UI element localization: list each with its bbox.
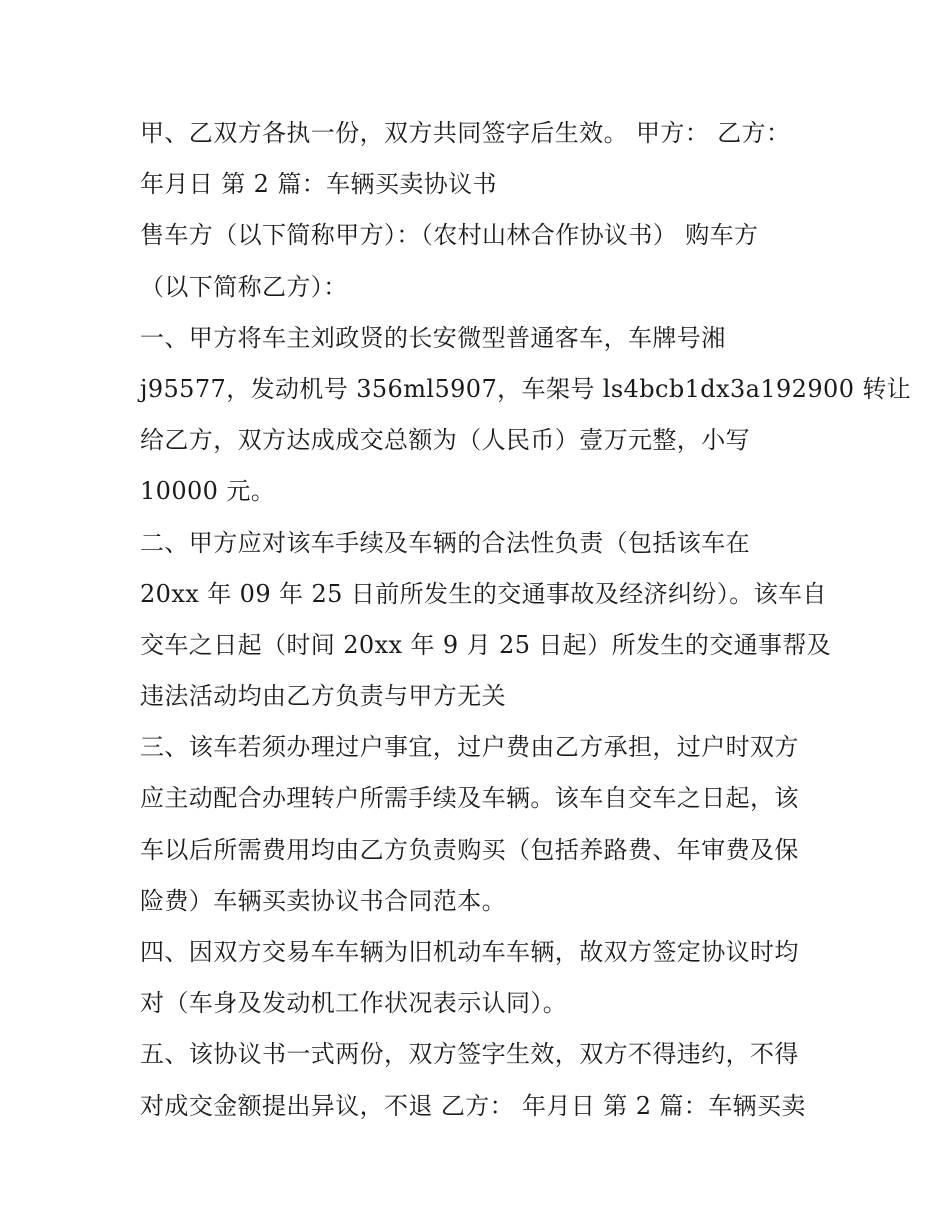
text-line-13: 三、该车若须办理过户事宜，过户费由乙方承担，过户时双方 — [140, 733, 799, 762]
text-line-5: 一、甲方将车主刘政贤的长安微型普通客车，车牌号湘 — [140, 323, 726, 352]
text-line-12: 违法活动均由乙方负责与甲方无关 — [140, 682, 506, 711]
text-line-15: 车以后所需费用均由乙方负责购买（包括养路费、年审费及保 — [140, 835, 799, 864]
text-line-6: j95577，发动机号 356ml5907，车架号 ls4bcb1dx3a192900 转让 — [140, 374, 912, 403]
text-line-9: 二、甲方应对该车手续及车辆的合法性负责（包括该车在 — [140, 528, 750, 557]
text-line-19: 五、该协议书一式两份，双方签字生效，双方不得违约，不得 — [140, 1040, 799, 1069]
document-body — [140, 108, 912, 1132]
text-line-3: 售车方（以下简称甲方）：（农村山林合作协议书） 购车方 — [140, 221, 759, 250]
text-line-16: 险费）车辆买卖协议书合同范本。 — [140, 886, 506, 915]
text-line-2: 年月日 第 2 篇：车辆买卖协议书 — [140, 170, 497, 199]
text-line-4: （以下简称乙方）： — [140, 272, 348, 301]
text-line-17: 四、因双方交易车车辆为旧机动车车辆，故双方签定协议时均 — [140, 938, 799, 966]
text-line-18: 对（车身及发动机工作状况表示认同）。 — [140, 989, 568, 1018]
text-line-14: 应主动配合办理转户所需手续及车辆。该车自交车之日起，该 — [140, 784, 799, 813]
text-line-20: 对成交金额提出异议，不退 乙方： 年月日 第 2 篇：车辆买卖 — [140, 1091, 806, 1120]
text-line-11: 交车之日起（时间 20xx 年 9 月 25 日起）所发生的交通事帮及 — [140, 630, 832, 659]
text-line-1: 甲、乙双方各执一份，双方共同签字后生效。 甲方： 乙方： — [140, 119, 791, 147]
text-line-10: 20xx 年 09 年 25 日前所发生的交通事故及经济纠纷）。该车自 — [140, 579, 827, 608]
text-line-7: 给乙方，双方达成成交总额为（人民币）壹万元整，小写 — [140, 426, 750, 455]
text-line-8: 10000 元。 — [140, 477, 276, 506]
